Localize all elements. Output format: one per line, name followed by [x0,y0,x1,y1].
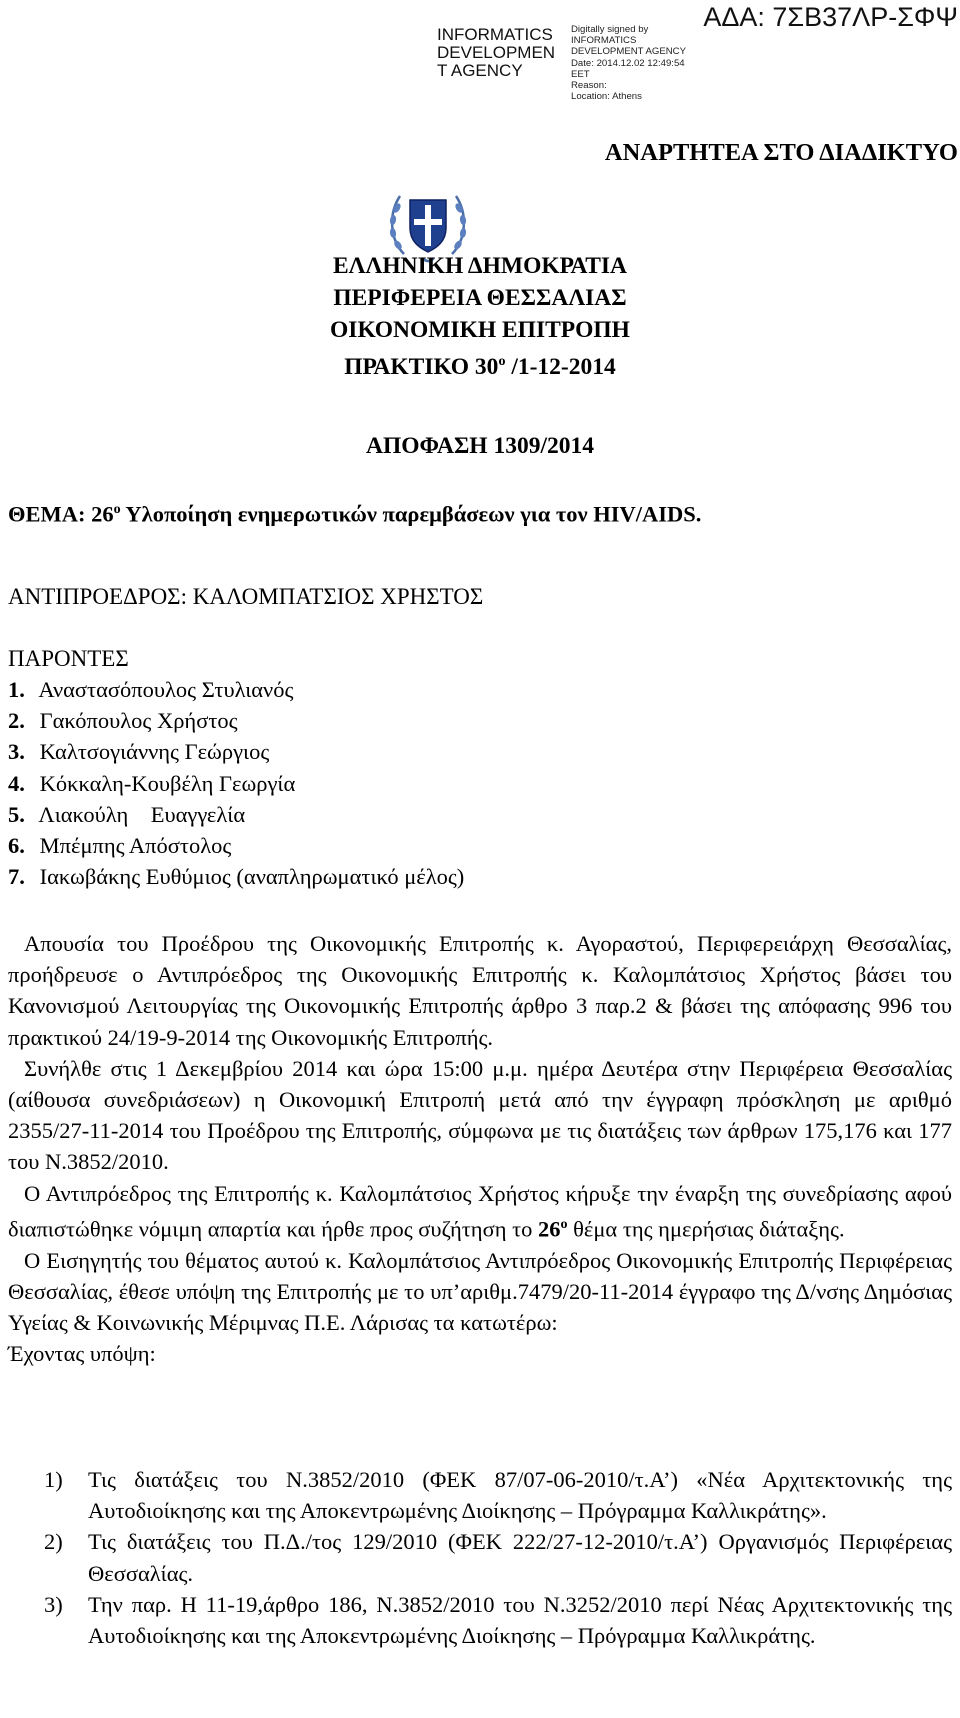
header-minutes [0,346,960,383]
list-item [8,830,464,861]
vice-chair: ΑΝΤΙΠΡΟΕΔΡΟΣ: ΚΑΛΟΜΠΑΤΣΙΟΣ ΧΡΗΣΤΟΣ [8,584,484,609]
topic-sup: ο [560,1216,568,1232]
publish-note: ΑΝΑΡΤΗΤΕΑ ΣΤΟ ΔΙΑΔΙΚΤΥΟ [604,139,958,166]
minutes-suffix: /1-12-2014 [505,353,616,380]
signature-org-line: T AGENCY [437,61,523,80]
signature-details [571,24,721,102]
signature-detail-line: Reason: [571,80,607,92]
signature-detail-line: Location: Athens [571,91,642,103]
paragraph-absence: Απουσία του Προέδρου της Οικονομικής Επιτροπής κ. Αγοραστού, Περιφερειάρχη Θεσσαλίας, προήδρευσε ο Αντιπρόεδρος της Οικονομικής Επιτροπής κ. Καλομπάτσιος Χρήστος βάσει του Κανονισμού Λειτουργίας της Οικονομικής Επιτροπής άρθρο 3 παρ.2 & βάσει της απόφασης 996 του πρακτικού 24/19-9-2014 της Οικονομικής Επιτροπής. [8,931,952,1050]
signature-detail-line: EET [571,68,590,80]
list-item [8,768,464,799]
member-name: Κόκκαλη-Κουβέλη Γεωργία [39,770,296,796]
member-name: Αναστασόπουλος Στυλιανός [38,677,294,702]
header-committee: ΟΙΚΟΝΟΜΙΚΗ ΕΠΙΤΡΟΠΗ [330,317,630,343]
signature-detail-line: Date: 2014.12.02 12:49:54 [571,57,685,69]
list-item [8,1589,952,1651]
list-item [8,1526,952,1588]
member-name: Γακόπουλος Χρήστος [39,708,238,734]
paragraph-considering: Έχοντας υπόψη: [8,1341,156,1367]
member-number: 3. [8,739,25,765]
references-list [8,1464,952,1651]
signature-org-line: INFORMATICS [437,25,553,44]
list-item [8,736,464,767]
header-country: ΕΛΛΗΝΙΚΗ ΔΗΜΟΚΡΑΤΙΑ [332,253,628,279]
signature-detail-line: INFORMATICS [571,35,637,47]
opening-end: θέμα της ημερήσιας διάταξης. [573,1216,845,1242]
subject-text: Υλοποίηση ενημερωτικών παρεμβάσεων για τον HIV/AIDS. [120,501,702,527]
reference-number: 1) [44,1467,63,1492]
topic-number: 26 [538,1216,561,1242]
decision-number: ΑΠΟΦΑΣΗ 1309/2014 [366,433,594,459]
member-number: 7. [8,864,25,890]
present-title: ΠΑΡΟΝΤΕΣ [8,646,129,671]
reference-number: 3) [44,1591,63,1617]
minutes-prefix: ΠΡΑΚΤΙΚΟ 30 [344,353,499,380]
decision-body [8,928,952,1369]
list-item [8,1464,952,1526]
reference-text: Τις διατάξεις του Π.Δ./τος 129/2010 (ΦΕΚ 222/27-12-2010/τ.Α’) Οργανισμός Περιφέρειας Θεσσαλίας. [88,1529,952,1586]
header-region: ΠΕΡΙΦΕΡΕΙΑ ΘΕΣΣΑΛΙΑΣ [333,285,627,311]
member-name: Καλτσογιάννης Γεώργιος [39,739,270,765]
member-number: 2. [8,708,25,734]
subject-line [8,495,958,530]
signature-detail-line: DEVELOPMENT AGENCY [571,46,686,58]
minutes-sup: ο [498,354,506,369]
subject-sup: ο [113,502,121,517]
signature-org-line: DEVELOPMEN [437,43,556,62]
opening-text: Ο Αντιπρόεδρος της Επιτροπής κ. Καλομπάτσιος Χρήστος κήρυξε την έναρξη της συνεδρίασης αφού διαπιστώθηκε νόμιμη απαρτία και ήρθε προς συζήτηση το [8,1180,952,1242]
signature-detail-line: Digitally signed by [571,24,649,35]
members-list [8,674,464,892]
signature-organization [437,26,567,80]
list-item [8,674,464,705]
reference-number: 2) [44,1529,63,1555]
list-item [8,705,464,736]
member-name: Μπέμπης Απόστολος [39,833,232,859]
reference-text: Τις διατάξεις του Ν.3852/2010 (ΦΕΚ 87/07-06-2010/τ.Α’) «Νέα Αρχιτεκτονικής της Αυτοδιοίκησης και της Αποκεντρωμένης Διοίκησης – Πρόγραμμα Καλλικράτης». [88,1467,952,1524]
reference-text: Την παρ. Η 11-19,άρθρο 186, Ν.3852/2010 του Ν.3252/2010 περί Νέας Αρχιτεκτονικής της Αυτοδιοίκησης και της Αποκεντρωμένης Διοίκησης – Πρόγραμμα Καλλικράτης. [88,1591,952,1649]
list-item [8,861,464,892]
paragraph-rapporteur: Ο Εισηγητής του θέματος αυτού κ. Καλομπάτσιος Αντιπρόεδρος Οικονομικής Επιτροπής Περιφέρειας Θεσσαλίας, έθεσε υπόψη της Επιτροπής με το υπ’αριθμ.7479/20-11-2014 έγγραφο της Δ/νσης Δημόσιας Υγείας & Κοινωνικής Μέριμνας Π.Ε. Λάρισας τα κατωτέρω: [8,1247,952,1335]
member-name: Ιακωβάκης Ευθύμιος (αναπληρωματικό μέλος) [39,864,465,890]
subject-prefix: ΘΕΜΑ: 26 [8,501,114,527]
list-item [8,799,464,830]
member-name: Λιακούλη Ευαγγελία [38,801,246,827]
member-number: 1. [8,677,25,702]
member-number: 6. [8,833,25,859]
member-number: 5. [8,801,25,827]
ada-code: ΑΔΑ: 7ΣΒ37ΛΡ-ΣΦΨ [703,2,958,32]
paragraph-opening [8,1178,952,1245]
member-number: 4. [8,770,25,796]
paragraph-meeting: Συνήλθε στις 1 Δεκεμβρίου 2014 και ώρα 15:00 μ.μ. ημέρα Δευτέρα στην Περιφέρεια Θεσσαλίας (αίθουσα συνεδριάσεων) η Οικονομική Επιτροπή μετά από την έγγραφη πρόσκληση με αριθμό 2355/27-11-2014 του Προέδρου της Επιτροπής, σύμφωνα με τις διατάξεις των άρθρων 175,176 και 177 του Ν.3852/2010. [8,1055,952,1175]
